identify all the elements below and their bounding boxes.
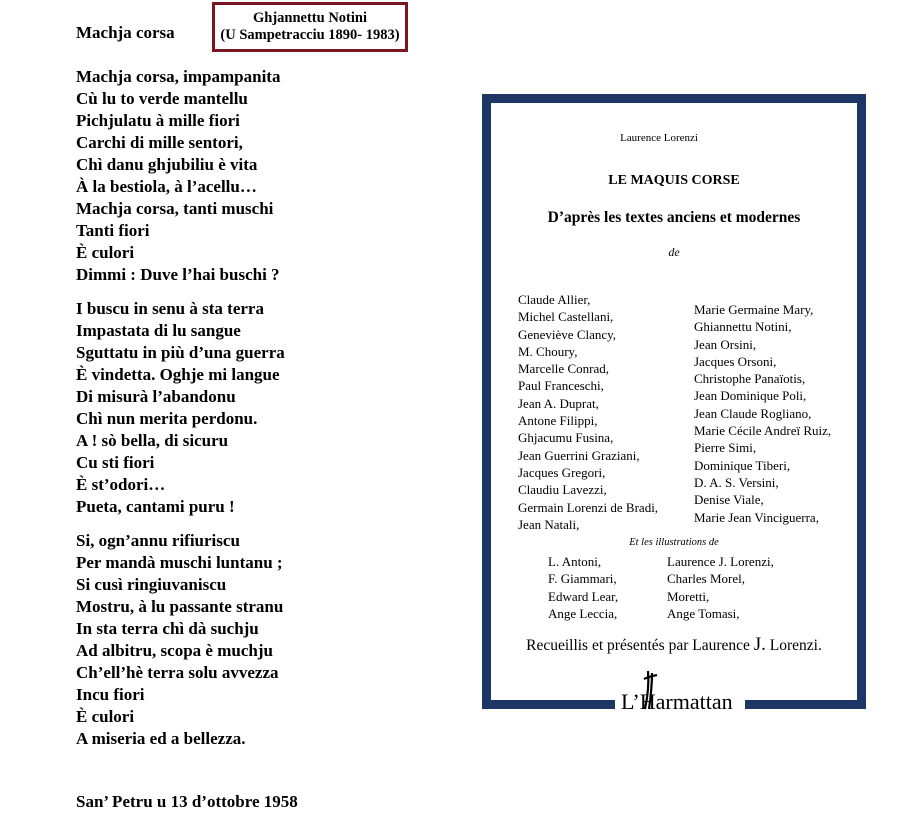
name-entry: Dominique Tiberi, [694, 457, 791, 473]
name-entry: Jean Natali, [518, 516, 580, 532]
poem-line: Dimmi : Duve l’hai buschi ? [76, 265, 280, 284]
poem-line: Sguttatu in più d’una guerra [76, 343, 285, 362]
name-entry: Marie Cécile Andreï Ruiz, [694, 423, 832, 439]
author-name: Ghjannettu Notini [252, 10, 367, 26]
poem-line: À la bestiola, à l’acellu… [76, 177, 257, 196]
name-entry: Jean Dominique Poli, [694, 388, 807, 404]
name-entry: M. Choury, [518, 343, 578, 359]
poem-line: Machja corsa, impampanita [76, 67, 281, 86]
contributors-left [518, 291, 658, 533]
name-entry: Jacques Orsoni, [694, 353, 777, 369]
name-entry: Jean Orsini, [694, 336, 757, 352]
poem-line: In sta terra chì dà suchju [76, 619, 259, 638]
book-cover [482, 94, 866, 714]
poem-line: Ad albitru, scopa è muchju [76, 641, 273, 660]
contributors-right [694, 301, 831, 526]
name-entry: Laurence J. Lorenzi, [667, 554, 774, 569]
name-entry: Moretti, [667, 588, 710, 604]
name-entry: Germain Lorenzi de Bradi, [518, 499, 659, 515]
poem-title: Machja corsa [76, 23, 175, 42]
author-box [212, 2, 408, 52]
poem-line: Impastata di lu sangue [76, 321, 241, 340]
publisher-name: L’Harmattan [621, 689, 733, 714]
illustrators-right [667, 553, 774, 622]
poem-stanza [76, 298, 285, 518]
credit-initial: J. [753, 634, 766, 655]
author-info: (U Sampetracciu 1890- 1983) [220, 27, 400, 43]
name-entry: Jean Claude Rogliano, [694, 405, 812, 421]
cover-credit [491, 634, 857, 656]
poem-line: Mostru, à lu passante stranu [76, 597, 284, 616]
name-entry: Denise Viale, [694, 492, 764, 508]
name-entry: Claudiu Lavezzi, [518, 482, 607, 498]
poem-line: A miseria ed a bellezza. [76, 729, 246, 748]
name-entry: Geneviève Clancy, [518, 326, 617, 342]
poem-line: Pichjulatu à mille fiori [76, 111, 240, 130]
name-entry: Ghiannettu Notini, [694, 319, 792, 335]
poem-line: È culori [76, 707, 135, 726]
name-entry: Ange Tomasi, [667, 605, 740, 621]
name-entry: Marie Germaine Mary, [694, 302, 814, 317]
poem-line: Tanti fiori [76, 221, 150, 240]
poem-line: È st’odori… [76, 475, 166, 494]
name-entry: D. A. S. Versini, [694, 474, 779, 490]
poem-line: A ! sò bella, di sicuru [76, 431, 229, 450]
name-entry: Ange Leccia, [548, 605, 618, 621]
name-entry: Christophe Panaïotis, [694, 371, 806, 387]
poem-line: Machja corsa, tanti muschi [76, 199, 274, 218]
poem-line: Si cusì ringiuvaniscu [76, 575, 227, 594]
name-entry: Michel Castellani, [518, 309, 614, 325]
cover-author: Laurence Lorenzi [620, 132, 698, 144]
poem-line: Incu fiori [76, 685, 145, 704]
name-entry: Claude Allier, [518, 292, 591, 307]
name-entry: Charles Morel, [667, 571, 745, 587]
poem-body [76, 66, 285, 762]
credit-prefix: Recueillis et présentés par Laurence [526, 637, 754, 654]
poem-stanza [76, 530, 285, 750]
name-entry: L. Antoni, [548, 554, 602, 569]
poem-line: Chì danu ghjubiliu è vita [76, 155, 258, 174]
name-entry: Ghjacumu Fusina, [518, 430, 614, 446]
poem-line: Ch’ell’hè terra solu avvezza [76, 663, 279, 682]
name-entry: Jean A. Duprat, [518, 395, 599, 411]
name-entry: Paul Franceschi, [518, 378, 604, 394]
poem-line: Cù lu to verde mantellu [76, 89, 248, 108]
publisher-logo [615, 669, 745, 717]
name-entry: F. Giammari, [548, 571, 617, 587]
poem-line: Per mandà muschi luntanu ; [76, 553, 283, 572]
poem-line: È vindetta. Oghje mi langue [76, 365, 280, 384]
cover-subtitle: D’après les textes anciens et modernes [547, 209, 801, 226]
name-entry: Edward Lear, [548, 588, 619, 604]
name-entry: Jean Guerrini Graziani, [518, 447, 640, 463]
name-entry: Pierre Simi, [694, 440, 757, 456]
poem-line: È culori [76, 243, 135, 262]
name-entry: Marie Jean Vinciguerra, [694, 509, 819, 525]
illustrators-left [548, 553, 618, 622]
poem-line: Carchi di mille sentori, [76, 133, 243, 152]
name-entry: Jacques Gregori, [518, 464, 606, 480]
poem-line: Si, ogn’annu rifiuriscu [76, 531, 240, 550]
cover-title: LE MAQUIS CORSE [608, 173, 740, 188]
illustrations-heading: Et les illustrations de [629, 537, 719, 548]
poem-line: I buscu in senu à sta terra [76, 299, 264, 318]
poem-line: Pueta, cantami puru ! [76, 497, 235, 516]
poem-stanza [76, 66, 285, 286]
poem-line: Chì nun merita perdonu. [76, 409, 258, 428]
name-entry: Antone Filippi, [518, 413, 598, 429]
credit-suffix: Lorenzi. [765, 637, 822, 654]
poem-line: Cu sti fiori [76, 453, 155, 472]
cover-de: de [668, 245, 680, 259]
poem-date: San’ Petru u 13 d’ottobre 1958 [76, 792, 298, 811]
name-entry: Marcelle Conrad, [518, 361, 609, 377]
poem-line: Di misurà l’abandonu [76, 387, 236, 406]
